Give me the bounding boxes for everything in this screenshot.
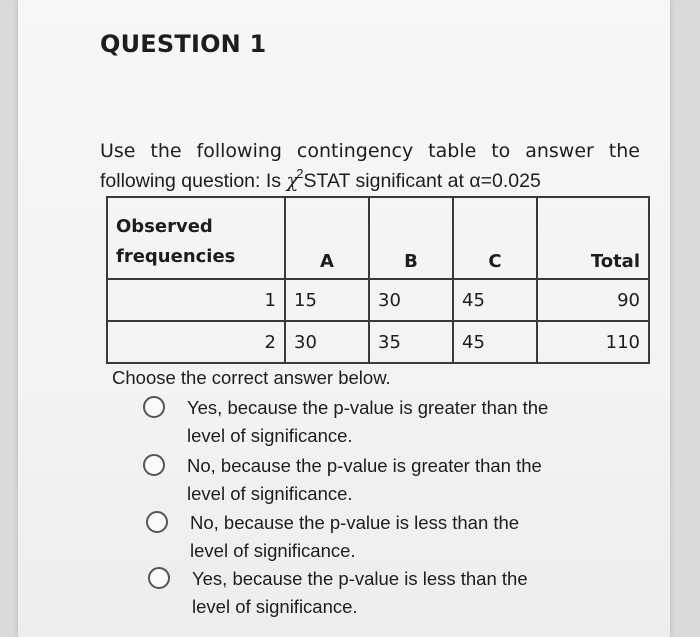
- option-text: [192, 565, 612, 621]
- radio-button[interactable]: [143, 396, 165, 418]
- table-cell: 15: [285, 279, 369, 321]
- answer-option[interactable]: [146, 509, 616, 565]
- answer-instruction: Choose the correct answer below.: [112, 367, 391, 388]
- answer-option[interactable]: [143, 452, 613, 508]
- radio-button[interactable]: [143, 454, 165, 476]
- prompt-word: table: [428, 140, 477, 162]
- table-cell: 110: [537, 321, 649, 363]
- answer-option[interactable]: [143, 394, 613, 450]
- row-label: 1: [107, 279, 285, 321]
- table-cell: 35: [369, 321, 453, 363]
- option-line: level of significance.: [190, 540, 356, 561]
- option-text: [190, 509, 610, 565]
- table-cell: 90: [537, 279, 649, 321]
- question-title: QUESTION 1: [100, 30, 267, 58]
- radio-button[interactable]: [148, 567, 170, 589]
- prompt-text-end: STAT significant at α=0.025: [303, 170, 541, 192]
- option-line: No, because the p-value is greater than the: [187, 455, 542, 476]
- header-label-line: frequencies: [116, 246, 236, 267]
- column-header: A: [285, 197, 369, 279]
- column-header: B: [369, 197, 453, 279]
- table-header-row: [107, 197, 649, 279]
- column-header: C: [453, 197, 537, 279]
- option-line: level of significance.: [192, 596, 358, 617]
- row-label: 2: [107, 321, 285, 363]
- table-cell: 45: [453, 279, 537, 321]
- table-row: [107, 279, 649, 321]
- answer-option[interactable]: [148, 565, 618, 621]
- prompt-word: contingency: [296, 140, 414, 162]
- chi-symbol: χ: [286, 169, 299, 192]
- question-page: [18, 0, 670, 637]
- prompt-word: the: [150, 140, 182, 162]
- option-text: [187, 394, 607, 450]
- prompt-word: Use: [100, 140, 136, 162]
- table-cell: 30: [369, 279, 453, 321]
- prompt-line-1: [100, 136, 640, 166]
- prompt-word: the: [608, 140, 640, 162]
- prompt-word: to: [491, 140, 511, 162]
- chi-superscript: 2: [296, 166, 304, 181]
- contingency-table: [106, 196, 650, 364]
- column-header: Total: [537, 197, 649, 279]
- option-line: Yes, because the p-value is less than the: [192, 568, 528, 589]
- radio-button[interactable]: [146, 511, 168, 533]
- table-header-label: [107, 197, 285, 279]
- table-row: [107, 321, 649, 363]
- prompt-word: answer: [525, 140, 594, 162]
- option-text: [187, 452, 607, 508]
- option-line: level of significance.: [187, 425, 353, 446]
- option-line: level of significance.: [187, 483, 353, 504]
- prompt-word: following: [196, 140, 282, 162]
- table-cell: 45: [453, 321, 537, 363]
- prompt-text: following question: Is: [100, 170, 287, 192]
- prompt-line-2: [100, 166, 640, 198]
- header-label-line: Observed: [116, 216, 213, 237]
- table-cell: 30: [285, 321, 369, 363]
- option-line: No, because the p-value is less than the: [190, 512, 520, 533]
- question-prompt: [100, 136, 640, 198]
- option-line: Yes, because the p-value is greater than the: [187, 397, 549, 418]
